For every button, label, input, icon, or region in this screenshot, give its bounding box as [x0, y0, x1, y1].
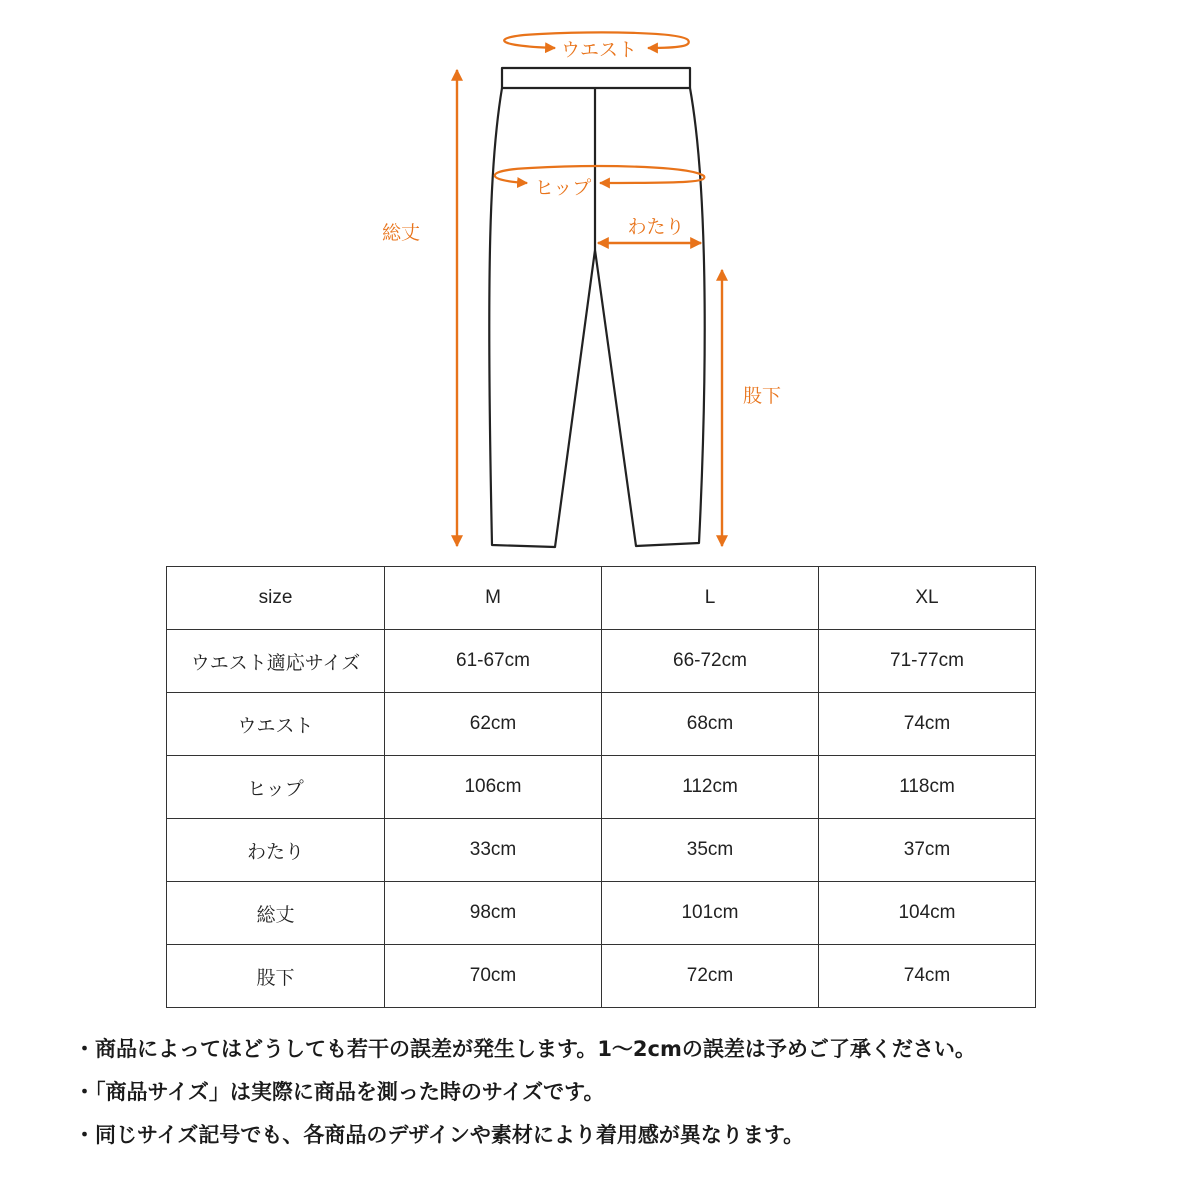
row-label-cell: ヒップ [167, 756, 385, 819]
size-value-cell: 66-72cm [602, 630, 819, 693]
table-row [167, 882, 1036, 945]
total-length-label: 総丈 [381, 222, 421, 244]
waistband [502, 68, 690, 88]
size-value-cell: L [602, 567, 819, 630]
size-value-cell: 61-67cm [385, 630, 602, 693]
size-value-cell: 74cm [819, 945, 1036, 1008]
notes [74, 1036, 1174, 1165]
table-row [167, 819, 1036, 882]
note-line: ・「商品サイズ」は実際に商品を測った時のサイズです。 [74, 1080, 605, 1104]
waist-label: ウエスト [560, 39, 638, 61]
table-row [167, 693, 1036, 756]
total-length-measure [382, 70, 457, 546]
hip-loop-arrow [495, 166, 705, 183]
note-line: ・商品によってはどうしても若干の誤差が発生します。1～2cmの誤差は予めご了承ください。 [74, 1037, 976, 1061]
hip-label: ヒップ [534, 177, 592, 199]
size-value-cell: 112cm [602, 756, 819, 819]
size-value-cell: 118cm [819, 756, 1036, 819]
size-value-cell: 33cm [385, 819, 602, 882]
size-value-cell: 72cm [602, 945, 819, 1008]
thigh-label: わたり [627, 216, 685, 238]
size-value-cell: 98cm [385, 882, 602, 945]
size-value-cell: 74cm [819, 693, 1036, 756]
table-row [167, 945, 1036, 1008]
row-label-cell: ウエスト [167, 693, 385, 756]
size-value-cell: XL [819, 567, 1036, 630]
size-value-cell: 70cm [385, 945, 602, 1008]
pants-measurement-diagram [0, 0, 1200, 560]
row-label-cell: わたり [167, 819, 385, 882]
note-line: ・同じサイズ記号でも、各商品のデザインや素材により着用感が異なります。 [74, 1123, 805, 1147]
size-value-cell: 101cm [602, 882, 819, 945]
size-value-cell: 106cm [385, 756, 602, 819]
size-value-cell: 62cm [385, 693, 602, 756]
size-value-cell: 35cm [602, 819, 819, 882]
size-value-cell: 104cm [819, 882, 1036, 945]
inseam-measure [722, 270, 781, 546]
size-value-cell: 68cm [602, 693, 819, 756]
size-value-cell: M [385, 567, 602, 630]
row-label-cell: 股下 [167, 945, 385, 1008]
waist-measure [504, 32, 689, 61]
row-label-cell: 総丈 [167, 882, 385, 945]
row-label-cell: size [167, 567, 385, 630]
table-row [167, 756, 1036, 819]
size-value-cell: 71-77cm [819, 630, 1036, 693]
pants-outline [489, 68, 704, 547]
row-label-cell: ウエスト適応サイズ [167, 630, 385, 693]
size-table [166, 566, 1036, 1008]
inseam-label: 股下 [742, 385, 782, 407]
table-row [167, 630, 1036, 693]
thigh-measure [598, 216, 701, 243]
size-value-cell: 37cm [819, 819, 1036, 882]
header-row [167, 567, 1036, 630]
hip-measure [495, 166, 705, 199]
